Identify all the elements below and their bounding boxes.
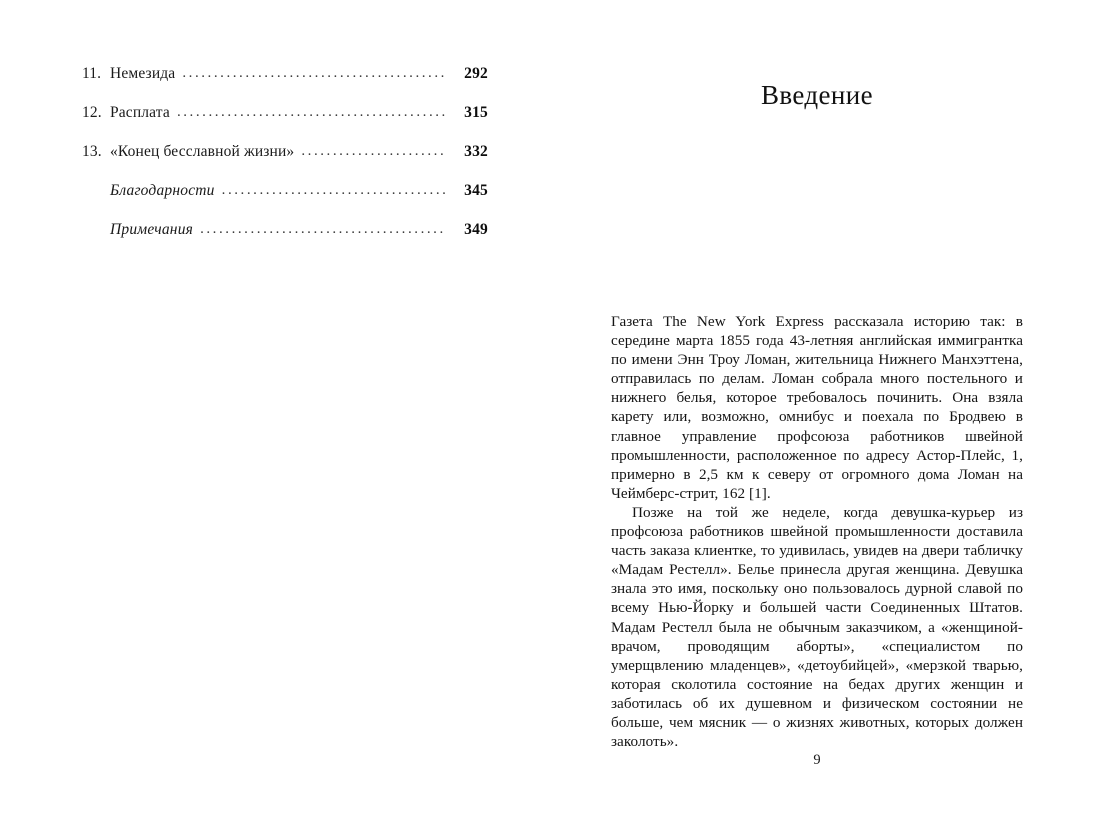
toc-entry-page-number: 292 bbox=[464, 64, 488, 82]
toc-entry-konec-besslavnoj-zhizni[interactable] bbox=[82, 140, 488, 179]
toc-entry-page-number: 345 bbox=[464, 181, 488, 199]
toc-entry-title: Примечания bbox=[110, 220, 194, 238]
toc-entry-number: 12. bbox=[82, 103, 102, 121]
toc-entry-page-number: 315 bbox=[464, 103, 488, 121]
toc-dot-leader bbox=[177, 101, 446, 117]
paragraph-second: Позже на той же неделе, когда девушка-курьер из профсоюза работников швейной промышленности доставила часть заказа клиентке, то удивилась, увидев на двери табличку «Мадам Рестелл». Белье принесла другая женщина. Девушка знала это имя, поскольку оно пользовалось дурной славой по всему Нью-Йорку и большей части Соединенных Штатов. Мадам Рестелл была не обычным заказчиком, а «женщиной-врачом, проводящим аборты», «специалистом по умерщвлению младенцев», «детоубийцей», «мерзкой тварью, которая сколотила состояние на бедах других женщин и заботилась об их душевном и физическом состоянии не больше, чем мясник — о жизнях животных, которых должен заколоть». bbox=[611, 503, 1023, 751]
toc-entry-title: Благодарности bbox=[110, 181, 215, 199]
toc-entry-title: Немезида bbox=[110, 64, 176, 82]
toc-dot-leader bbox=[301, 140, 446, 156]
toc-dot-leader bbox=[182, 62, 446, 78]
introduction-page bbox=[550, 0, 1100, 825]
toc-entry-page-number: 332 bbox=[464, 142, 488, 160]
toc-entry-rasplata[interactable] bbox=[82, 101, 488, 140]
table-of-contents-list bbox=[82, 62, 488, 257]
toc-entry-primechaniya[interactable] bbox=[82, 218, 488, 257]
toc-dot-leader bbox=[222, 179, 446, 195]
toc-entry-number: 11. bbox=[82, 64, 102, 82]
toc-entry-title: Расплата bbox=[110, 103, 170, 121]
toc-entry-nemezida[interactable] bbox=[82, 62, 488, 101]
page-title: Введение bbox=[760, 80, 874, 111]
paragraph-first: Газета The New York Express рассказала историю так: в середине марта 1855 года 43-летняя английская иммигрантка по имени Энн Троу Ломан, жительница Нижнего Манхэттена, отправилась по делам. Ломан собрала много постельного и нижнего белья, которое требовалось починить. Она взяла карету или, возможно, омнибус и поехала по Бродвею в главное управление профсоюза работников швейной промышленности, расположенное по адресу Астор-Плейс, 1, примерно в 2,5 км к северу от огромного дома Ломан на Чеймберс-стрит, 162 [1]. bbox=[611, 313, 1023, 502]
toc-entry-title: «Конец бесславной жизни» bbox=[110, 142, 295, 160]
page-number-folio: 9 bbox=[813, 752, 821, 768]
toc-entry-page-number: 349 bbox=[464, 220, 488, 238]
toc-entry-blagodarnosti[interactable] bbox=[82, 179, 488, 218]
introduction-body-text bbox=[611, 312, 1023, 751]
toc-dot-leader bbox=[200, 218, 446, 234]
toc-entry-number: 13. bbox=[82, 142, 102, 160]
